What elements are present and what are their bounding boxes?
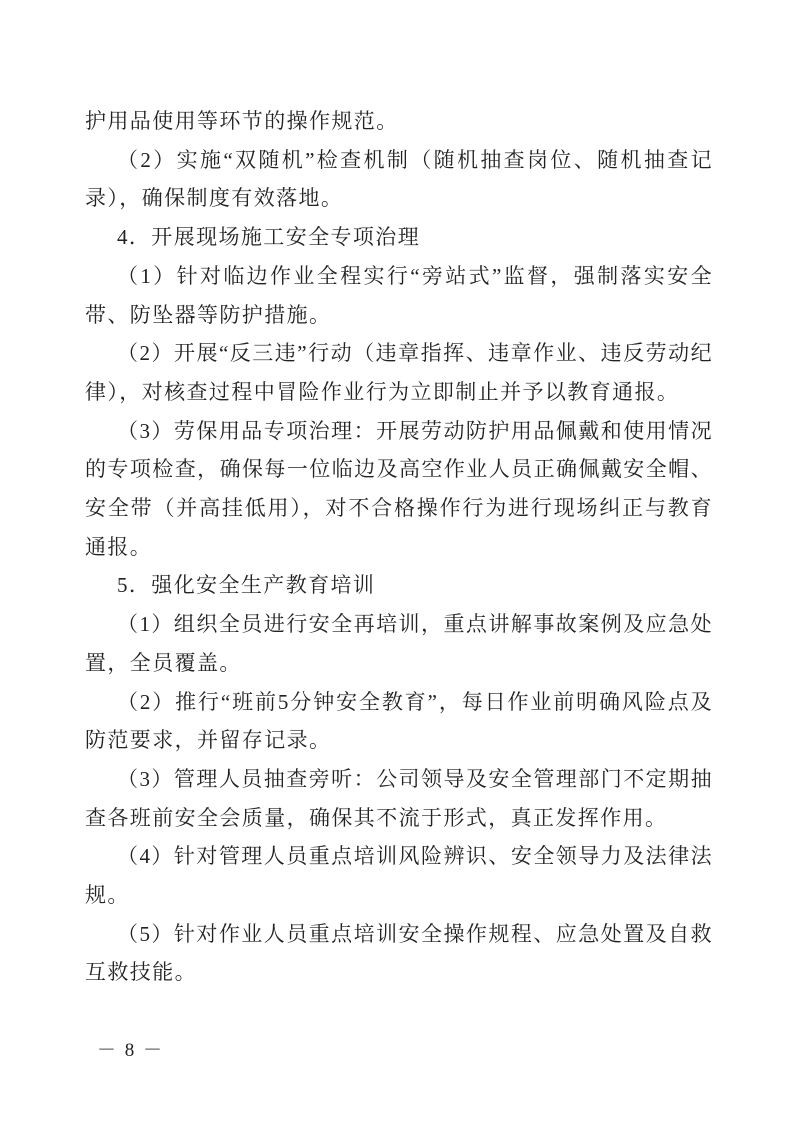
paragraph: （1）针对临边作业全程实行“旁站式”监督，强制落实安全带、防坠器等防护措施。	[85, 263, 713, 327]
paragraph: （2）开展“反三违”行动（违章指挥、违章作业、违反劳动纪律），对核查过程中冒险作业行为立即制止并予以教育通报。	[85, 341, 713, 404]
paragraph: （2）推行“班前5分钟安全教育”，每日作业前明确风险点及防范要求，并留存记录。	[85, 689, 713, 753]
document-body	[85, 102, 713, 992]
paragraph: （3）劳保用品专项治理：开展劳动防护用品佩戴和使用情况的专项检查，确保每一位临边及高空作业人员正确佩戴安全帽、安全带（并高挂低用），对不合格操作行为进行现场纠正与教育通报。	[85, 418, 713, 559]
paragraph: 护用品使用等环节的操作规范。	[85, 109, 399, 133]
paragraph: （3）管理人员抽查旁听：公司领导及安全管理部门不定期抽查各班前安全会质量，确保其不流于形式，真正发挥作用。	[85, 766, 713, 830]
paragraph: （5）针对作业人员重点培训安全操作规程、应急处置及自救互救技能。	[85, 921, 713, 985]
page-number: － 8 －	[97, 1040, 165, 1061]
paragraph: （2）实施“双随机”检查机制（随机抽查岗位、随机抽查记录），确保制度有效落地。	[85, 147, 713, 211]
paragraph: 4．开展现场施工安全专项治理	[117, 225, 421, 250]
paragraph: （4）针对管理人员重点培训风险辨识、安全领导力及法律法规。	[85, 844, 713, 908]
paragraph: （1）组织全员进行安全再培训，重点讲解事故案例及应急处置，全员覆盖。	[85, 612, 713, 675]
paragraph: 5．强化安全生产教育培训	[117, 573, 376, 598]
